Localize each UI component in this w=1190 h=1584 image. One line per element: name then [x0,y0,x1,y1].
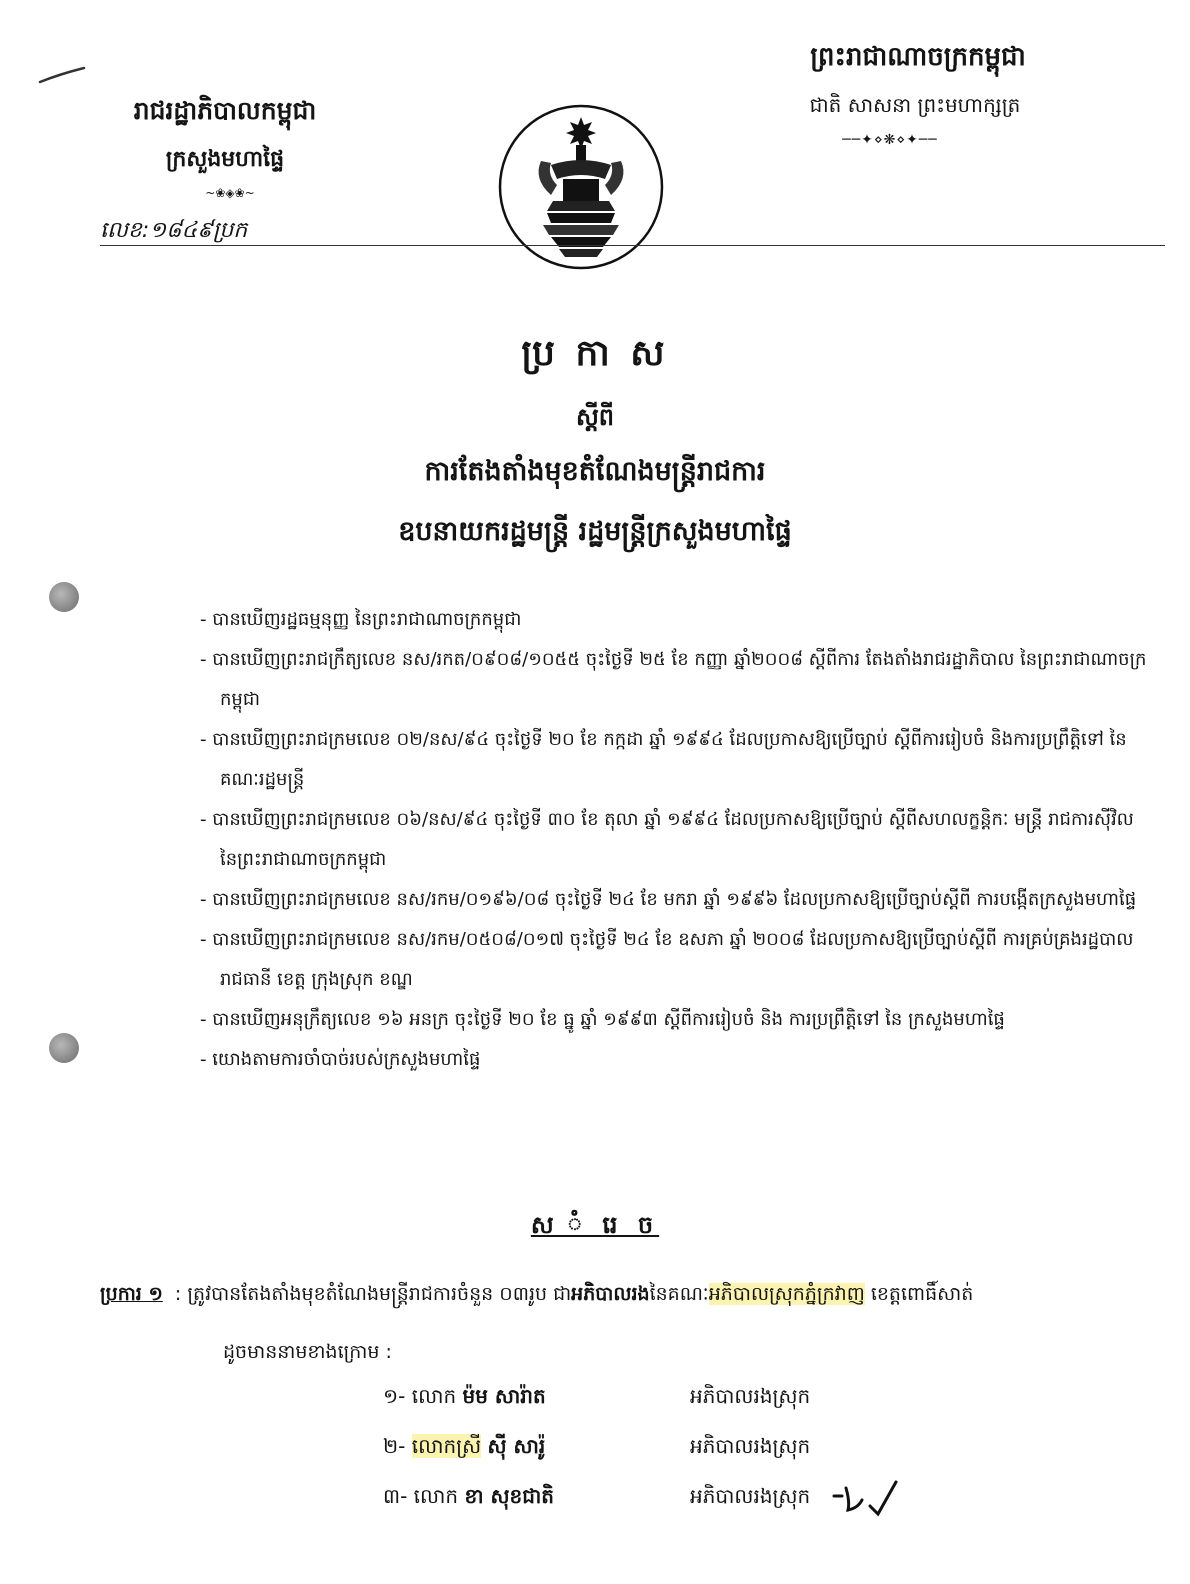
appointee-position: អភិបាលរងស្រុក [690,1434,811,1458]
doc-number-value: ១៨៤៩ [149,218,213,243]
declaration-subject-line2: ឧបនាយករដ្ឋមន្ត្រី រដ្ឋមន្ត្រីក្រសួងមហាផ្ទៃ [398,516,792,547]
punch-hole-icon [49,1033,79,1063]
citation-item: - បានឃើញព្រះរាជក្រមលេខ ០៦/នស/៩៤ ចុះថ្ងៃទី ៣០ ខែ តុលា ឆ្នាំ ១៩៩៤ ដែលប្រកាសឱ្យប្រើច្បាប់ ស្តីពីសហលក្ខន្តិកៈ មន្ត្រី រាជការស៊ីវិល នៃព្រះរាជាណាចក្រកម្ពុជា [200,809,1134,870]
citation-item: - បានឃើញព្រះរាជក្រមលេខ នស/រកម/០១៩៦/០៨ ចុះថ្ងៃទី ២៤ ខែ មករា ឆ្នាំ ១៩៩៦ ដែលប្រកាសឱ្យប្រើច្បាប់ស្តីពី ការបង្កើតក្រសួងមហាផ្ទៃ [200,889,1137,910]
article-continuation: ដូចមាននាមខាងក្រោម : [223,1341,392,1363]
document-number [100,216,247,248]
ministry-name: ក្រសួងមហាផ្ទៃ [165,147,285,172]
citation-item: - បានឃើញអនុក្រឹត្យលេខ ១៦ អនក្រ ចុះថ្ងៃទី ២០ ខែ ធ្នូ ឆ្នាំ ១៩៩៣ ស្តីពីការរៀបចំ និង ការប្រព្រឹត្តិទៅ នៃ ក្រសួងមហាផ្ទៃ [200,1009,1005,1030]
article-label: ប្រការ ១ [100,1283,163,1305]
article-1 [100,1280,1150,1308]
declaration-subject-line1: ការតែងតាំងមុខតំណែងមន្ត្រីរាជការ [424,456,766,487]
punch-hole-icon [49,582,79,612]
citation-item: - បានឃើញព្រះរាជក្រមលេខ ០២/នស/៩៤ ចុះថ្ងៃទី ២០ ខែ កក្កដា ឆ្នាំ ១៩៩៤ ដែលប្រកាសឱ្យប្រើច្បាប់ ស្តីពីការរៀបចំ និងការប្រព្រឹត្តិទៅ នៃគណៈរដ្ឋមន្ត្រី [200,729,1127,790]
citation-item: - បានឃើញព្រះរាជក្រឹត្យលេខ នស/រកត/០៩០៨/១០៥៥ ចុះថ្ងៃទី ២៥ ខែ កញ្ញា ឆ្នាំ២០០៨ ស្តីពីការ តែងតាំងរាជរដ្ឋាភិបាល នៃព្រះរាជាណាចក្រកម្ពុជា [200,649,1147,710]
decides-title: ស ំ រេ ច [530,1211,660,1239]
motto-ornament: ──✦⋄❋⋄✦── [842,132,938,148]
doc-number-suffix: ប្រក [212,218,248,243]
citation-item: - យោងតាមការចាំបាច់របស់ក្រសួងមហាផ្ទៃ [200,1049,481,1070]
appointee-number: ១- [383,1384,406,1408]
appointee-position: អភិបាលរងស្រុក [690,1484,811,1508]
article-text-bold: អភិបាលរង [571,1283,650,1305]
left-ornament: ~❀◈❀~ [205,186,255,200]
appointee-row [383,1383,546,1413]
appointee-position: អភិបាលរងស្រុក [690,1384,811,1408]
appointee-title: លោកស្រី [411,1434,482,1458]
citation-item: - បានឃើញរដ្ឋធម្មនុញ្ញ នៃព្រះរាជាណាចក្រកម្ពុជា [200,609,522,630]
doc-number-label: លេខ: [100,218,150,243]
article-text-b: នៃគណៈ [649,1283,709,1305]
appointee-name: ស៊ី សារ៉ូ [487,1434,546,1458]
article-text-c: ខេត្តពោធិ៍សាត់ [864,1283,974,1305]
appointee-row [383,1433,545,1463]
appointee-row [383,1483,554,1513]
kingdom-title: ព្រះរាជាណាចក្រកម្ពុជា [810,42,1026,72]
article-text-highlight: អភិបាលស្រុកភ្នំក្រវាញ [708,1283,865,1305]
header-divider [100,245,1165,246]
pen-stroke-mark-icon [38,62,88,86]
appointee-title: លោក [413,1484,459,1508]
appointee-number: ៣- [383,1484,408,1508]
decides-heading [0,1210,1190,1245]
appointee-title: លោក [411,1384,457,1408]
article-text-a: ត្រូវបានតែងតាំងមុខតំណែងមន្ត្រីរាជការចំនួន ០៣រូប ជា [187,1283,572,1305]
declaration-about: ស្តីពី [575,403,615,431]
appointee-name: ម៉ម សារ៉ាត [462,1384,546,1408]
article-colon: : [174,1283,182,1305]
citation-item: - បានឃើញព្រះរាជក្រមលេខ នស/រកម/០៥០៨/០១៧ ចុះថ្ងៃទី ២៤ ខែ ឧសភា ឆ្នាំ ២០០៨ ដែលប្រកាសឱ្យប្រើច្បាប់ស្តីពី ការគ្រប់គ្រងរដ្ឋបាលរាជធានី ខេត្ត ក្រុងស្រុក ខណ្ឌ [200,929,1134,990]
kingdom-motto: ជាតិ សាសនា ព្រះមហាក្សត្រ [809,93,1021,117]
government-title: រាជរដ្ឋាភិបាលកម្ពុជា [133,96,317,125]
declaration-title: ប្រ កា ស [521,333,669,374]
appointee-name: ខា សុខជាតិ [464,1484,554,1508]
appointee-number: ២- [383,1434,406,1458]
citations-list [200,600,1150,1080]
handwritten-mark-icon [830,1478,900,1518]
